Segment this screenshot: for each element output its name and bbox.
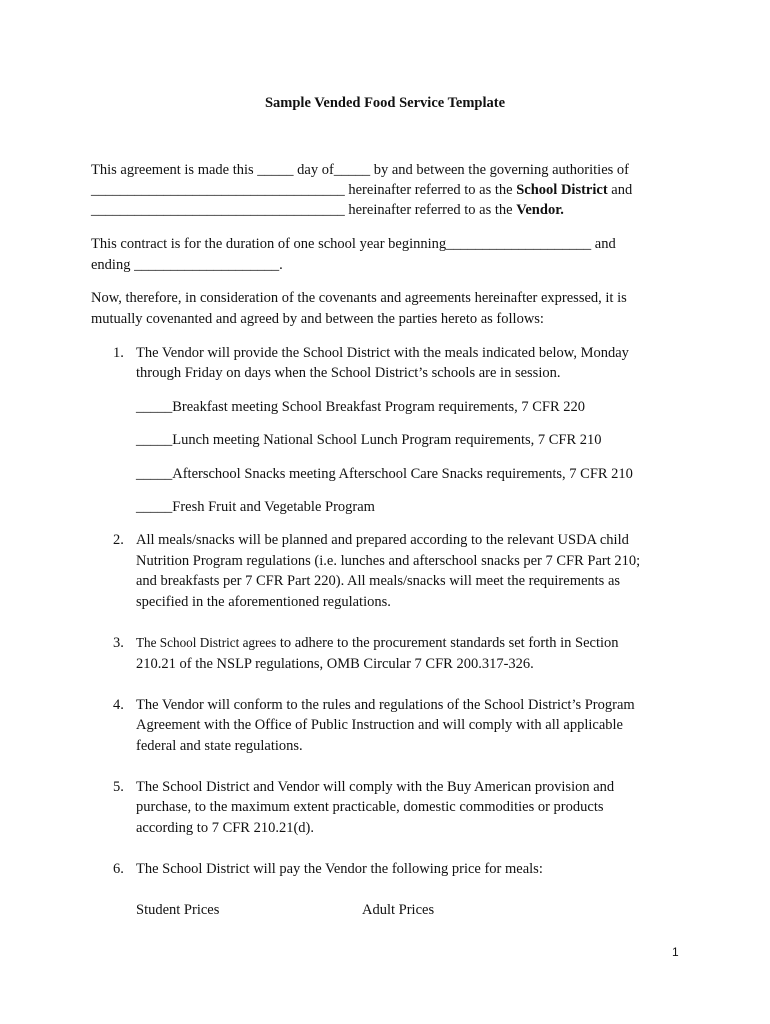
item-4-line-1: The Vendor will conform to the rules and regulations of the School District’s Program bbox=[136, 697, 635, 713]
item-4-number: 4. bbox=[113, 697, 124, 713]
item-1-line-1: The Vendor will provide the School District with the meals indicated below, Monday bbox=[136, 345, 629, 361]
school-district-term: School District bbox=[516, 182, 608, 198]
item-5-line-3: according to 7 CFR 210.21(d). bbox=[136, 820, 315, 836]
item-1-line-2: through Friday on days when the School District’s schools are in session. bbox=[136, 365, 561, 381]
consideration-line-1: Now, therefore, in consideration of the covenants and agreements hereinafter expressed, it is bbox=[91, 290, 627, 306]
duration-line-1: This contract is for the duration of one school year beginning____________________ and bbox=[91, 236, 616, 252]
agreement-line-3: ___________________________________ hereinafter referred to as the Vendor. bbox=[91, 202, 564, 218]
meal-option-breakfast: _____Breakfast meeting School Breakfast Program requirements, 7 CFR 220 bbox=[136, 399, 586, 415]
item-2-line-3: and breakfasts per 7 CFR Part 220). All meals/snacks will meet the requirements as bbox=[136, 573, 621, 589]
meal-option-lunch: _____Lunch meeting National School Lunch Program requirements, 7 CFR 210 bbox=[136, 432, 602, 448]
item-2-number: 2. bbox=[113, 532, 124, 548]
page-number: 1 bbox=[672, 945, 679, 959]
item-3-number: 3. bbox=[113, 635, 124, 651]
adult-prices-header: Adult Prices bbox=[362, 902, 435, 918]
consideration-line-2: mutually covenanted and agreed by and between the parties hereto as follows: bbox=[91, 311, 544, 327]
item-2-line-2: Nutrition Program regulations (i.e. lunches and afterschool snacks per 7 CFR Part 210; bbox=[136, 553, 641, 569]
agreement-line-2: ___________________________________ hereinafter referred to as the School District and bbox=[91, 182, 633, 198]
item-5-line-1: The School District and Vendor will comply with the Buy American provision and bbox=[136, 779, 615, 795]
item-5-number: 5. bbox=[113, 779, 124, 795]
item-3-line-2: 210.21 of the NSLP regulations, OMB Circular 7 CFR 200.317-326. bbox=[136, 656, 534, 672]
item-2-line-4: specified in the aforementioned regulations. bbox=[136, 594, 391, 610]
item-4-line-3: federal and state regulations. bbox=[136, 738, 303, 754]
document-title: Sample Vended Food Service Template bbox=[264, 95, 506, 111]
item-4-line-2: Agreement with the Office of Public Instruction and will comply with all applicable bbox=[136, 717, 623, 733]
item-6-line-1: The School District will pay the Vendor the following price for meals: bbox=[136, 861, 543, 877]
meal-option-snacks: _____Afterschool Snacks meeting Afterschool Care Snacks requirements, 7 CFR 210 bbox=[136, 466, 633, 482]
item-1-number: 1. bbox=[113, 345, 124, 361]
duration-line-2: ending ____________________. bbox=[91, 257, 283, 273]
item-2-line-1: All meals/snacks will be planned and prepared according to the relevant USDA child bbox=[136, 532, 629, 548]
meal-option-fresh-fruit: _____Fresh Fruit and Vegetable Program bbox=[136, 499, 375, 515]
item-3-line-1: The School District agrees to adhere to the procurement standards set forth in Section bbox=[136, 635, 619, 651]
agreement-line-1: This agreement is made this _____ day of_____ by and between the governing authorities of bbox=[91, 162, 629, 178]
vendor-term: Vendor. bbox=[516, 202, 564, 218]
student-prices-header: Student Prices bbox=[136, 902, 220, 918]
item-6-number: 6. bbox=[113, 861, 124, 877]
item-5-line-2: purchase, to the maximum extent practicable, domestic commodities or products bbox=[136, 799, 604, 815]
